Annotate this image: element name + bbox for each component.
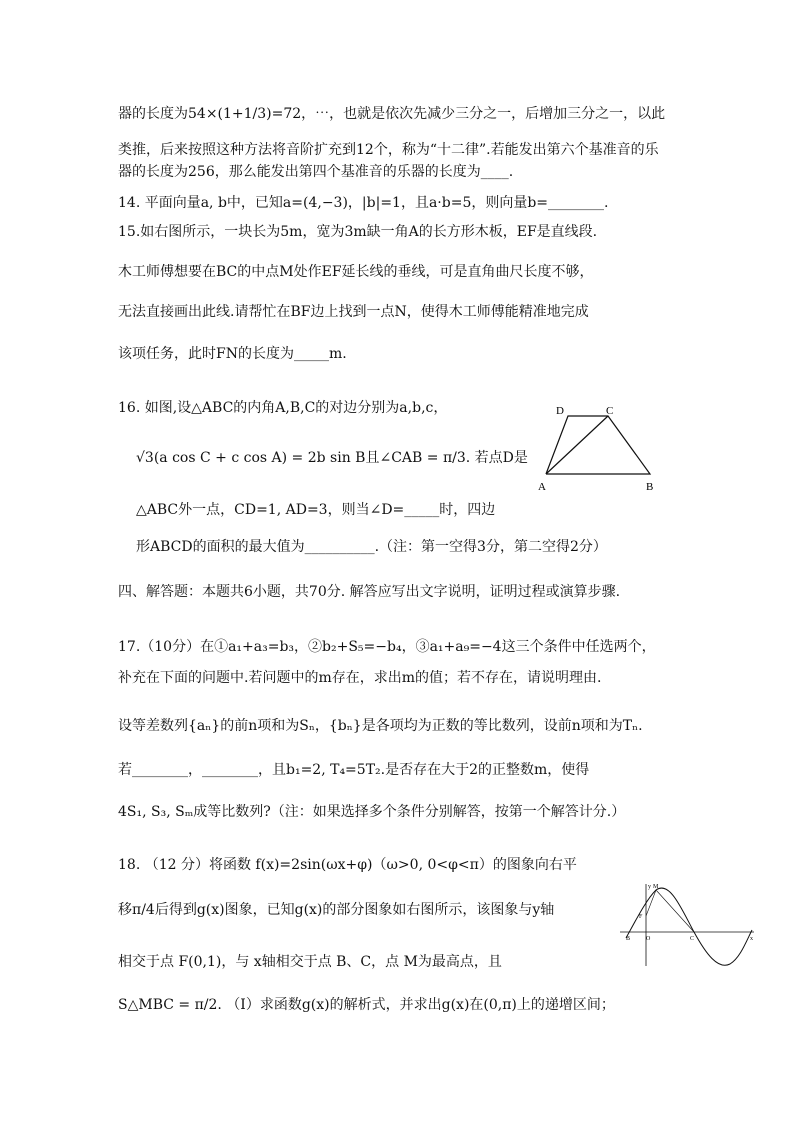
label-B: B [626,936,631,942]
label-x: x [750,936,753,942]
l5: 15.如右图所示，一块长为5m，宽为3m缺一角A的长方形木板，EF是直线段. [118,224,598,240]
l21: 相交于点 F(0,1)，与 x轴相交于点 B、C，点 M为最高点，且 [118,954,502,970]
l13: 四、解答题：本题共6小题，共70分. 解答应写出文字说明，证明过程或演算步骤. [118,584,621,600]
line-FM [646,890,656,916]
label-D: D [556,405,564,417]
l16: 设等差数列{aₙ}的前n项和为Sₙ，{bₙ}是各项均为正数的等比数列，设前n项和为Tₙ. [118,718,643,734]
l12: 形ABCD的面积的最大值为__________.（注：第一空得3分，第二空得2分） [136,539,607,555]
l4: 14. 平面向量a, b中，已知a=(4,−3)，|b|=1，且a·b=5，则向量b=________. [118,195,609,211]
l8: 该项任务，此时FN的长度为_____m. [118,346,347,362]
label-C: C [606,405,614,417]
l20: 移π/4后得到g(x)图象，已知g(x)的部分图象如右图所示，该图象与y轴 [118,902,555,918]
l22: S△MBC = π/2. （Ⅰ）求函数g(x)的解析式，并求出g(x)在(0,π)上的递增区间； [118,997,615,1013]
label-F: F [639,914,643,920]
label-B: B [646,481,654,493]
quad-diagonal [546,416,608,474]
l18: 4S₁, S₃, Sₘ成等比数列?（注：如果选择多个条件分别解答，按第一个解答计分.） [118,804,626,820]
line-MC [656,890,694,932]
label-C: C [690,936,695,942]
label-y: y [648,884,651,890]
l17: 若________，________，且b₁=2, T₄=5T₂.是否存在大于2的正整数m，使得 [118,762,590,778]
l11: △ABC外一点，CD=1, AD=3，则当∠D=_____时，四边 [136,502,496,518]
l15: 补充在下面的问题中.若问题中的m存在，求出m的值；若不存在，请说明理由. [118,670,602,686]
l2: 类推，后来按照这种方法将音阶扩充到12个，称为“十二律”.若能发出第六个基准音的乐 [118,142,659,158]
quadrilateral-figure [530,400,670,500]
l7: 无法直接画出此线.请帮忙在BF边上找到一点N，使得木工师傅能精准地完成 [118,304,589,320]
l10: √3(a cos C + c cos A) = 2b sin B且∠CAB = π/3. 若点D是 [136,450,528,466]
l3: 器的长度为256，那么能发出第四个基准音的乐器的长度为____. [118,164,514,180]
sine-graph-figure [612,880,760,970]
l1: 器的长度为54×(1+1/3)=72，⋯，也就是依次先减少三分之一，后增加三分之一，以此 [118,106,666,122]
l14: 17.（10分）在①a₁+a₃=b₃，②b₂+S₅=−b₄，③a₁+a₉=−4这三个条件中任选两个， [118,639,656,655]
l6: 木工师傅想要在BC的中点M处作EF延长线的垂线，可是直角曲尺长度不够， [118,264,594,280]
label-M: M [653,884,659,890]
l9: 16. 如图,设△ABC的内角A,B,C的对边分别为a,b,c， [118,400,448,416]
label-O: O [646,936,651,942]
label-A: A [538,481,546,493]
l19: 18. （12 分）将函数 f(x)=2sin(ωx+φ)（ω>0, 0<φ<π）的图象向右平 [118,857,577,873]
